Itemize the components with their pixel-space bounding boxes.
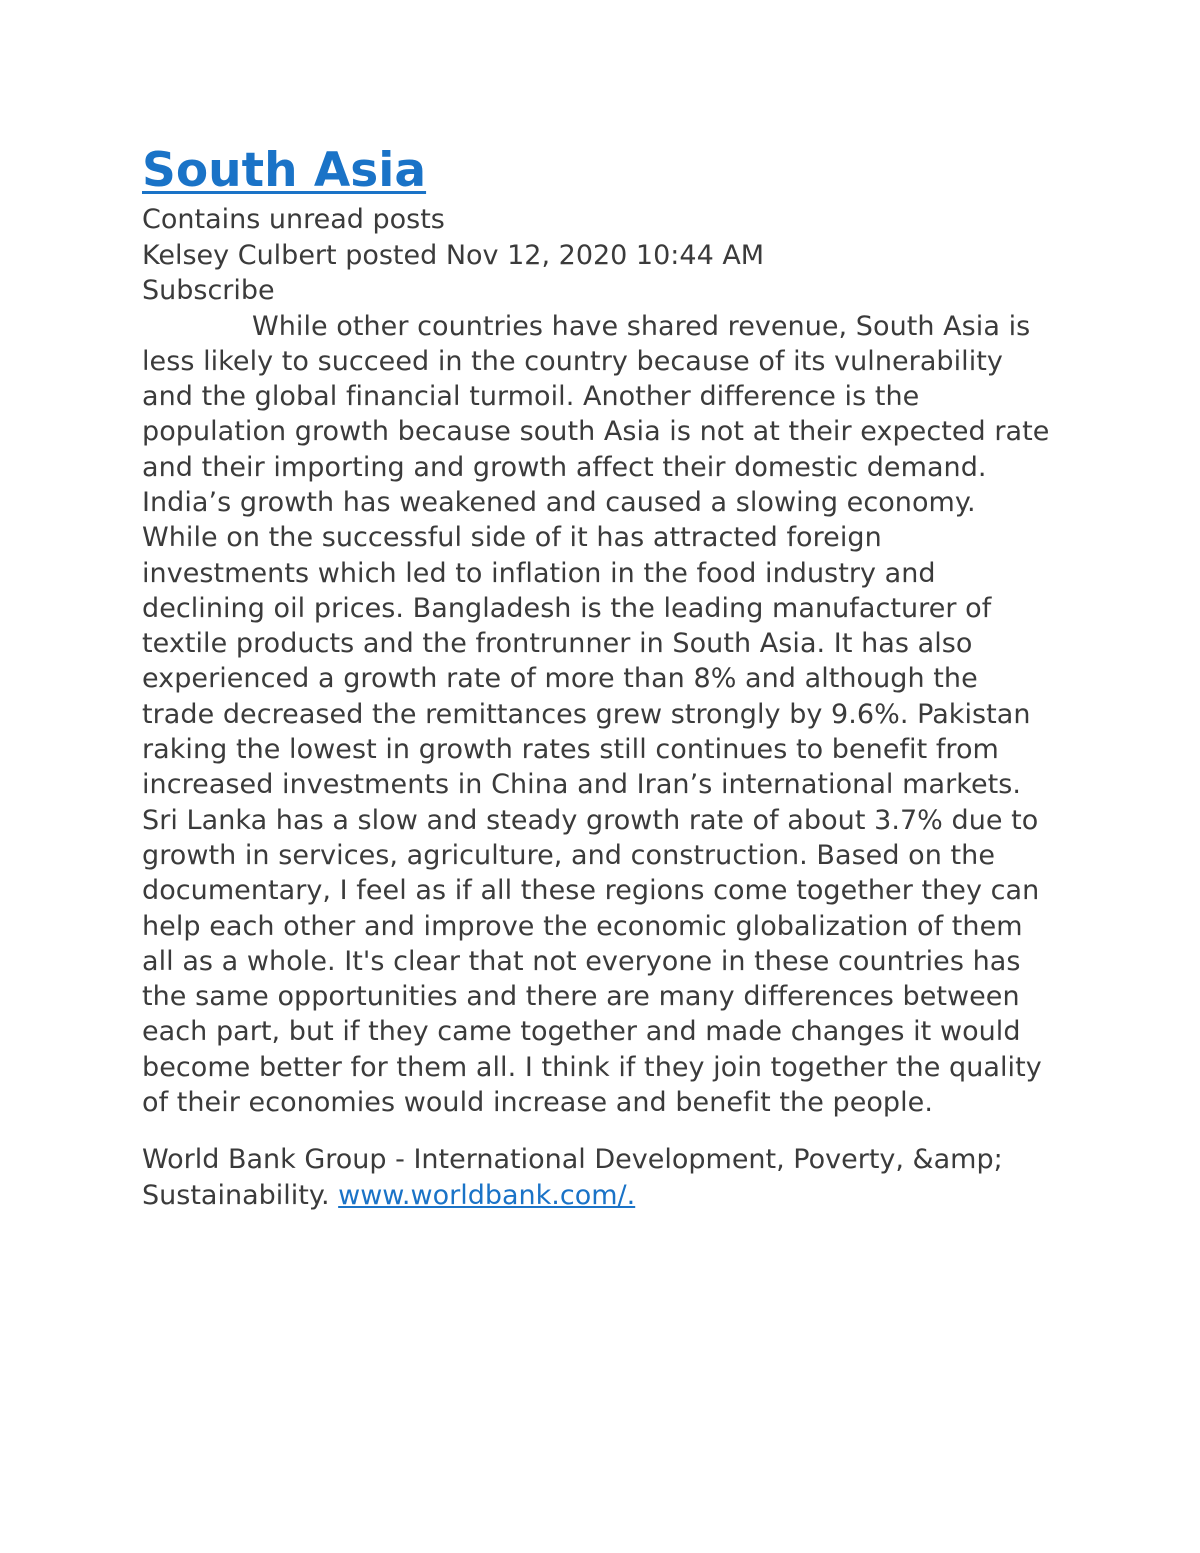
post-body: While other countries have shared revenue, South Asia is less likely to succeed in the country because of its vulnerability and the global financial turmoil. Another difference is the population growth because south Asia is not at their expected rate and their importing and growth affect their domestic demand. India’s growth has weakened and caused a slowing economy. While on the successful side of it has attracted foreign investments which led to inflation in the food industry and declining oil prices. Bangladesh is the leading manufacturer of textile products and the frontrunner in South Asia. It has also experienced a growth rate of more than 8% and although the trade decreased the remittances grew strongly by 9.6%. Pakistan raking the lowest in growth rates still continues to benefit from increased investments in China and Iran’s international markets. Sri Lanka has a slow and steady growth rate of about 3.7% due to growth in services, agriculture, and construction. Based on the documentary, I feel as if all these regions come together they can help each other and improve the economic globalization of them all as a whole. It's clear that not everyone in these countries has the same opportunities and there are many differences between each part, but if they came together and made changes it would become better for them all. I think if they join together the quality of their economies would increase and benefit the people. [142, 310, 1050, 1119]
citation-text: World Bank Group - International Development, Poverty, &amp; Sustainability. [142, 1144, 1003, 1211]
post-title-link[interactable]: South Asia [142, 143, 427, 198]
post-byline: Kelsey Culbert posted Nov 12, 2020 10:44 AM [142, 239, 765, 271]
subscribe-link[interactable]: Subscribe [142, 275, 275, 306]
unread-status: Contains unread posts [142, 204, 445, 235]
citation [142, 1142, 1052, 1213]
discussion-post [142, 140, 1052, 1213]
citation-link[interactable]: www.worldbank.com/. [338, 1179, 636, 1211]
